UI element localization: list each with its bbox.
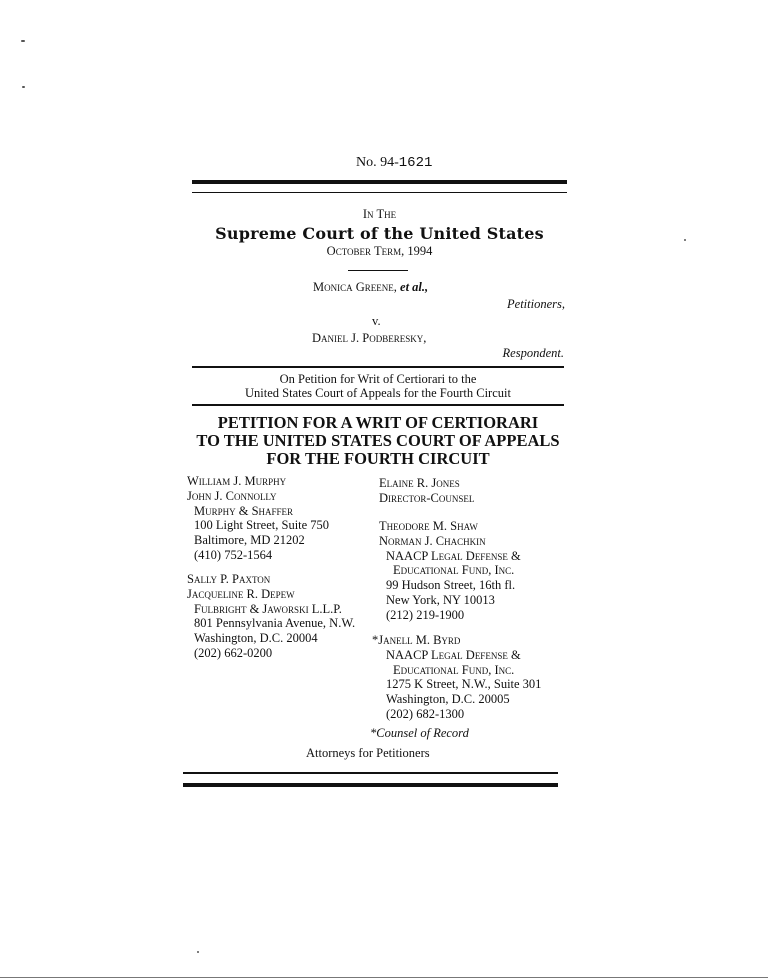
- petition-title-line1: PETITION FOR A WRIT OF CERTIORARI: [217, 413, 539, 432]
- petitioner-etal: et al.,: [400, 280, 429, 294]
- counsel-name: *Janell M. Byrd: [372, 633, 461, 647]
- organization: Educational Fund, Inc.: [393, 563, 515, 578]
- organization: Educational Fund, Inc.: [393, 662, 515, 677]
- attorneys-for-label: Attorneys for Petitioners: [306, 746, 430, 760]
- parties-rule: [192, 366, 564, 368]
- petition-title-line2: TO THE UNITED STATES COURT OF APPEALS: [196, 431, 560, 450]
- bottom-rule-thick: [183, 783, 558, 787]
- docket-number-value: 1621: [398, 155, 433, 171]
- counsel-right-group3: [372, 633, 541, 722]
- city-address: Washington, D.C. 20005: [386, 692, 510, 707]
- scan-speck: [197, 951, 199, 953]
- petition-on-line2: United States Court of Appeals for the Fourth Circuit: [245, 386, 511, 400]
- top-rule-thick: [192, 180, 567, 184]
- street-address: 99 Hudson Street, 16th fl.: [386, 578, 516, 593]
- counsel-left-group2: [187, 572, 355, 661]
- petition-rule: [192, 404, 564, 406]
- counsel-name: Elaine R. Jones: [379, 476, 460, 490]
- counsel-right-group1: [379, 476, 474, 506]
- street-address: 801 Pennsylvania Avenue, N.W.: [194, 616, 356, 631]
- docket-number: [356, 155, 432, 171]
- phone-number: (202) 682-1300: [386, 706, 465, 721]
- bottom-rule-thin: [183, 772, 558, 774]
- counsel-name: Sally P. Paxton: [187, 572, 271, 586]
- organization: NAACP Legal Defense &: [386, 548, 521, 563]
- respondent-role: Respondent.: [502, 346, 564, 360]
- law-firm: Murphy & Shaffer: [194, 503, 294, 518]
- petitioner-name: Monica Greene,: [313, 280, 397, 294]
- counsel-name: Jacqueline R. Depew: [187, 586, 295, 601]
- in-the-label: In The: [362, 207, 397, 221]
- counsel-name: John J. Connolly: [187, 488, 277, 503]
- respondent-name: Daniel J. Podberesky,: [312, 331, 427, 345]
- court-term: October Term, 1994: [326, 244, 433, 258]
- street-address: 100 Light Street, Suite 750: [194, 518, 330, 533]
- counsel-of-record-note: *Counsel of Record: [370, 726, 469, 740]
- city-address: New York, NY 10013: [386, 592, 495, 607]
- counsel-name: Norman J. Chachkin: [379, 533, 486, 548]
- scan-speck: [22, 86, 25, 88]
- phone-number: (410) 752-1564: [194, 547, 273, 562]
- top-rule-thin: [192, 192, 567, 193]
- counsel-name: Theodore M. Shaw: [379, 519, 478, 533]
- versus-label: v.: [372, 314, 381, 328]
- scan-bottom-edge: [0, 977, 768, 978]
- organization: NAACP Legal Defense &: [386, 647, 521, 662]
- docket-label: No. 94-: [356, 155, 399, 170]
- counsel-right-group2: [379, 519, 521, 623]
- law-firm: Fulbright & Jaworski L.L.P.: [194, 601, 342, 616]
- petition-title-line3: FOR THE FOURTH CIRCUIT: [266, 449, 490, 468]
- petitioner-line: [313, 280, 428, 295]
- phone-number: (212) 219-1900: [386, 607, 465, 622]
- counsel-title: Director-Counsel: [379, 490, 475, 505]
- city-address: Washington, D.C. 20004: [194, 631, 318, 646]
- street-address: 1275 K Street, N.W., Suite 301: [386, 677, 542, 692]
- counsel-left-group1: [187, 474, 329, 563]
- court-name: Supreme Court of the United States: [215, 224, 544, 243]
- scan-speck: [684, 239, 686, 241]
- scan-speck: [21, 40, 25, 42]
- petition-on-line1: On Petition for Writ of Certiorari to the: [279, 372, 477, 386]
- counsel-name: William J. Murphy: [187, 474, 287, 488]
- city-address: Baltimore, MD 21202: [194, 533, 305, 548]
- term-divider: [348, 270, 408, 271]
- petitioner-role: Petitioners,: [507, 297, 565, 311]
- phone-number: (202) 662-0200: [194, 645, 273, 660]
